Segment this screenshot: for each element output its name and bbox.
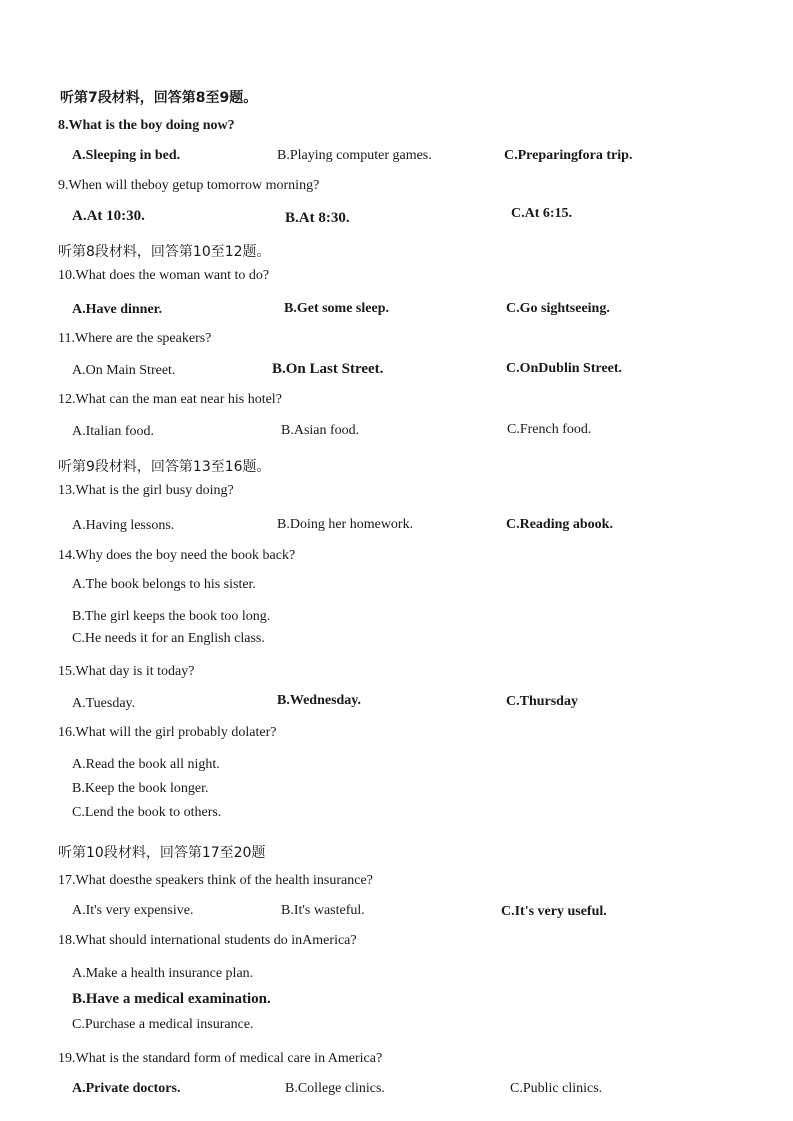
q14-option-b: B.The girl keeps the book too long. — [72, 609, 271, 624]
q11-option-b: B.On Last Street. — [272, 361, 384, 377]
q19-option-b: B.College clinics. — [285, 1081, 385, 1096]
q8-option-b: B.Playing computer games. — [277, 148, 432, 163]
q17-option-a: A.It's very expensive. — [72, 903, 194, 918]
q14-option-a: A.The book belongs to his sister. — [72, 577, 256, 592]
question-13: 13.What is the girl busy doing? — [58, 483, 234, 498]
q12-option-c: C.French food. — [507, 422, 592, 437]
q19-option-a: A.Private doctors. — [72, 1081, 181, 1096]
q12-option-a: A.Italian food. — [72, 424, 155, 439]
question-11: 11.Where are the speakers? — [58, 331, 212, 346]
q10-option-c: C.Go sightseeing. — [506, 301, 610, 316]
q8-option-c: C.Preparingfora trip. — [504, 148, 633, 163]
q11-option-a: A.On Main Street. — [72, 363, 176, 378]
question-15: 15.What day is it today? — [58, 664, 195, 679]
q13-option-a: A.Having lessons. — [72, 518, 175, 533]
q15-option-c: C.Thursday — [506, 694, 578, 709]
section-heading: 听第10段材料，回答第17至20题 — [58, 845, 266, 861]
q15-option-b: B.Wednesday. — [277, 693, 362, 708]
question-17: 17.What doesthe speakers think of the health insurance? — [58, 873, 373, 888]
q16-option-b: B.Keep the book longer. — [72, 781, 209, 796]
question-19: 19.What is the standard form of medical care in America? — [58, 1051, 383, 1066]
q11-option-c: C.OnDublin Street. — [506, 361, 623, 376]
q16-option-c: C.Lend the book to others. — [72, 805, 222, 820]
question-16: 16.What will the girl probably dolater? — [58, 725, 277, 740]
question-12: 12.What can the man eat near his hotel? — [58, 392, 282, 407]
q17-option-b: B.It's wasteful. — [281, 903, 365, 918]
q10-option-b: B.Get some sleep. — [284, 301, 389, 316]
q18-option-b: B.Have a medical examination. — [72, 991, 271, 1007]
question-14: 14.Why does the boy need the book back? — [58, 548, 296, 563]
q18-option-a: A.Make a health insurance plan. — [72, 966, 254, 981]
section-heading: 听第9段材料，回答第13至16题。 — [58, 459, 271, 475]
question-10: 10.What does the woman want to do? — [58, 268, 270, 283]
question-18: 18.What should international students do inAmerica? — [58, 933, 357, 948]
question-8: 8.What is the boy doing now? — [58, 118, 235, 133]
q12-option-b: B.Asian food. — [281, 423, 360, 438]
q13-option-c: C.Reading abook. — [506, 517, 613, 532]
section-heading: 听第8段材料，回答第10至12题。 — [58, 244, 271, 260]
q16-option-a: A.Read the book all night. — [72, 757, 220, 772]
q10-option-a: A.Have dinner. — [72, 302, 163, 317]
q15-option-a: A.Tuesday. — [72, 696, 136, 711]
q18-option-c: C.Purchase a medical insurance. — [72, 1017, 254, 1032]
q9-option-a: A.At 10:30. — [72, 208, 145, 224]
q17-option-c: C.It's very useful. — [501, 904, 607, 919]
q9-option-b: B.At 8:30. — [285, 210, 350, 226]
question-9: 9.When will theboy getup tomorrow morning? — [58, 178, 320, 193]
q13-option-b: B.Doing her homework. — [277, 517, 414, 532]
section-heading: 听第7段材料，回答第8至9题。 — [60, 90, 258, 106]
q8-option-a: A.Sleeping in bed. — [72, 148, 181, 163]
q19-option-c: C.Public clinics. — [510, 1081, 603, 1096]
q14-option-c: C.He needs it for an English class. — [72, 631, 265, 646]
q9-option-c: C.At 6:15. — [511, 206, 573, 221]
